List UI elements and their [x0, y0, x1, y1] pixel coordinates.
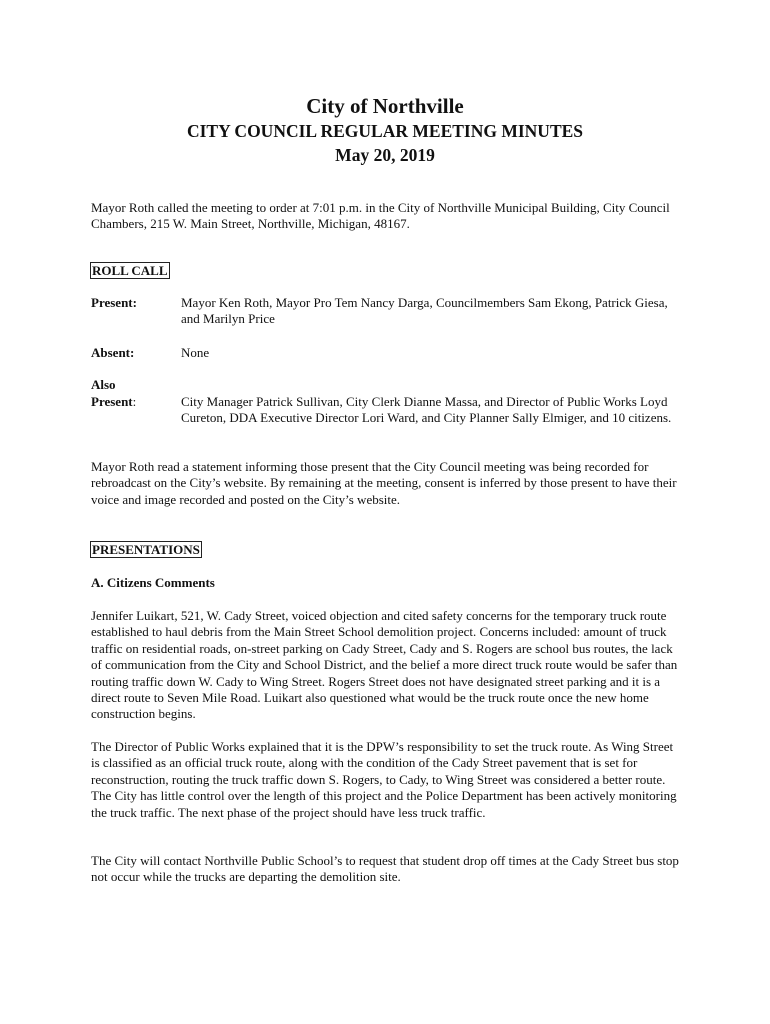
present-value: Mayor Ken Roth, Mayor Pro Tem Nancy Darga, Councilmembers Sam Ekong, Patrick Giesa, and Marilyn Price	[181, 295, 668, 327]
intro-paragraph: Mayor Roth called the meeting to order at 7:01 p.m. in the City of Northville Municipal Building, City Council Chambers, 215 W. Main Street, Northville, Michigan, 48167.	[91, 200, 670, 232]
document-header	[0, 93, 770, 167]
also-present-label-line2	[91, 394, 136, 410]
city-name: City of Northville	[306, 94, 464, 118]
meeting-date: May 20, 2019	[335, 145, 435, 165]
comment-paragraph-2: The Director of Public Works explained that it is the DPW’s responsibility to set the truck route. As Wing Street is classified as an official truck route, along with the condition of the Cady Street pavement that is set for reconstruction, routing the truck traffic down S. Rogers, to Cady, to Wing Street was considered a better route. The City has little control over the length of this project and the Police Department has been actively monitoring the truck traffic. The next phase of the project should have less truck traffic.	[91, 739, 677, 820]
comment-paragraph-1: Jennifer Luikart, 521, W. Cady Street, voiced objection and cited safety concerns for the temporary truck route established to haul debris from the Main Street School demolition project. Concerns included: amount of truck traffic on residential roads, on-street parking on Cady Street, Cady and S. Rogers are school bus routes, the lack of communication from the City and School District, and the belief a more direct truck route would be safer than routing traffic down W. Cady to Wing Street. Rogers Street does not have designated street parking and it is a direct route to Seven Mile Road. Luikart also questioned what would be the truck route once the new home construction begins.	[91, 608, 678, 722]
roll-call-heading: ROLL CALL	[92, 263, 168, 278]
absent-value: None	[181, 345, 210, 360]
document-title: CITY COUNCIL REGULAR MEETING MINUTES	[186, 121, 584, 141]
also-present-label-line1: Also	[91, 377, 116, 392]
absent-label: Absent:	[91, 345, 135, 360]
presentations-heading: PRESENTATIONS	[92, 542, 200, 557]
also-present-colon: :	[132, 394, 137, 409]
also-present-value: City Manager Patrick Sullivan, City Clerk Dianne Massa, and Director of Public Works Loyd Cureton, DDA Executive Director Lori Ward, and City Planner Sally Elmiger, and 10 citizens.	[181, 394, 672, 426]
citizens-comments-heading: A. Citizens Comments	[91, 575, 215, 590]
recording-statement: Mayor Roth read a statement informing those present that the City Council meeting was being recorded for rebroadcast on the City’s website. By remaining at the meeting, consent is inferred by those present to have their voice and image recorded and posted on the City’s website.	[91, 459, 677, 507]
present-label: Present:	[91, 295, 137, 310]
comment-paragraph-3: The City will contact Northville Public School’s to request that student drop off times at the Cady Street bus stop not occur while the trucks are departing the demolition site.	[91, 853, 679, 885]
also-present-word: Present	[91, 394, 133, 409]
